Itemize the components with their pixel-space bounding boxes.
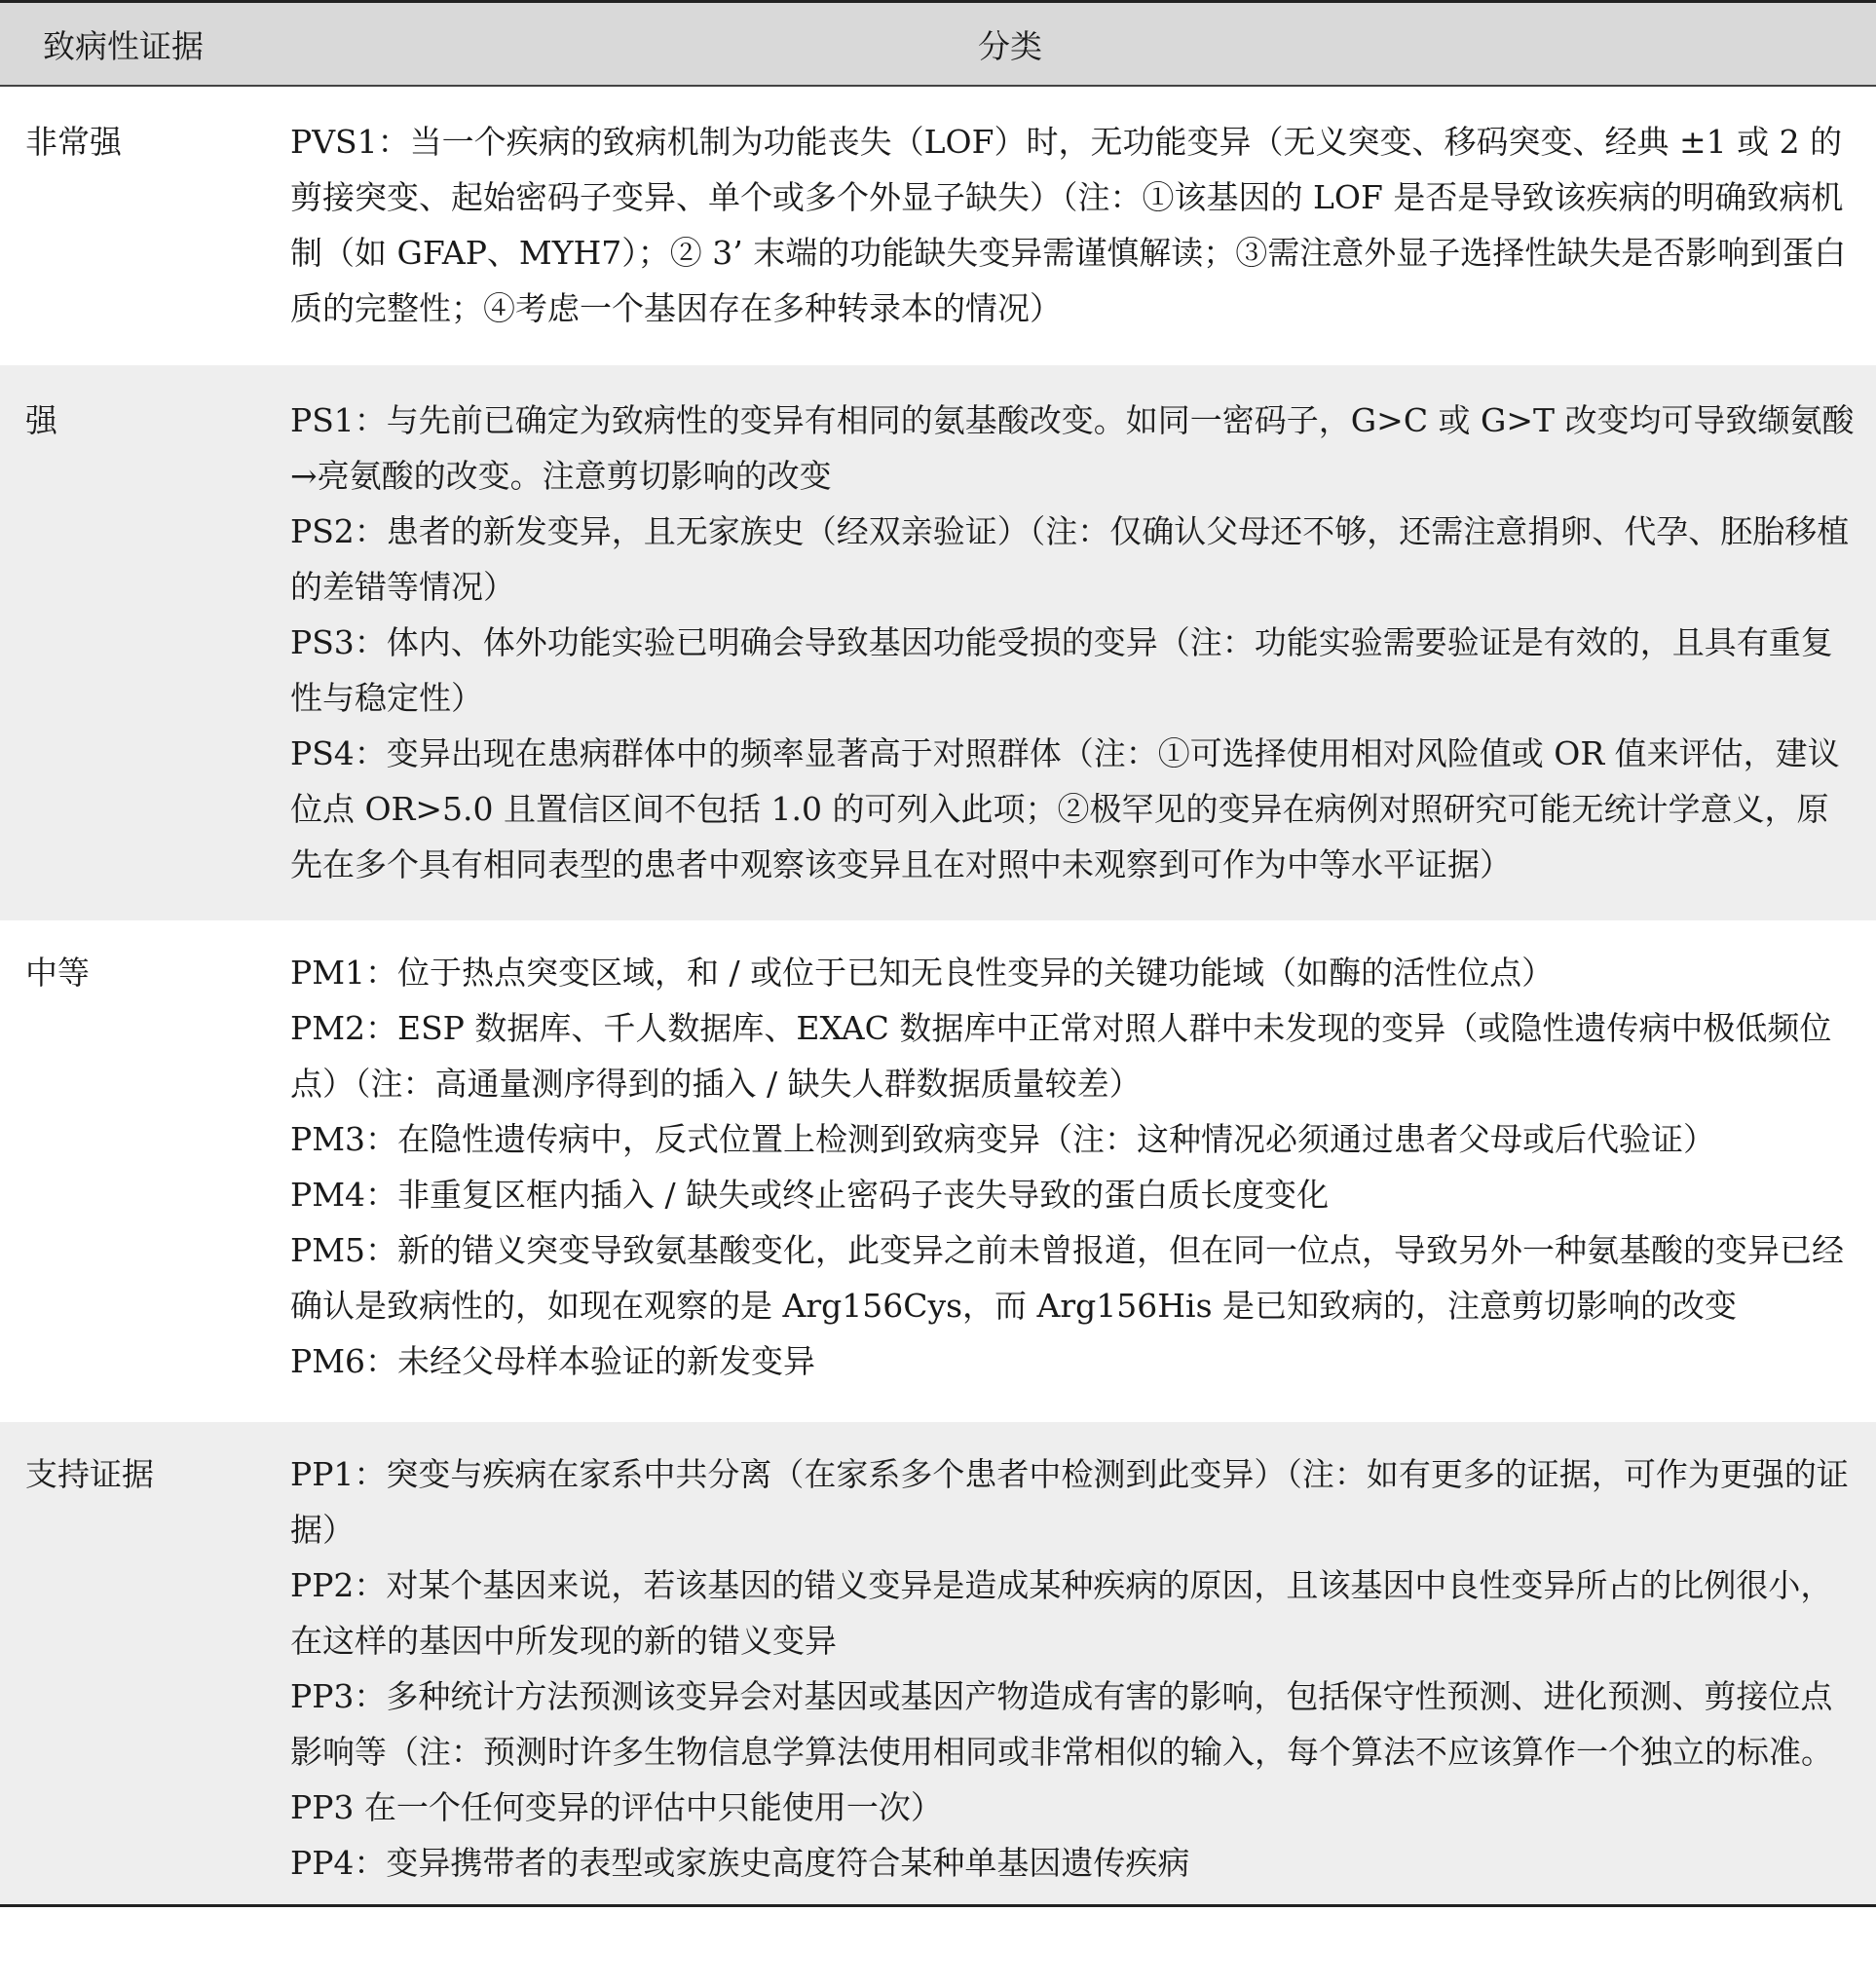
- criterion-pp3: PP3：多种统计方法预测该变异会对基因或基因产物造成有害的影响，包括保守性预测、进化预测、剪接位点影响等（注：预测时许多生物信息学算法使用相同或非常相似的输入，每个算法不应该算作一个独立的标准。PP3 在一个任何变异的评估中只能使用一次）: [290, 1677, 1833, 1826]
- table-body: [0, 86, 1876, 1906]
- level-cell: 支持证据: [0, 1422, 290, 1906]
- criterion-ps2: PS2：患者的新发变异，且无家族史（经双亲验证）（注：仅确认父母还不够，还需注意捐卵、代孕、胚胎移植的差错等情况）: [290, 512, 1850, 606]
- criterion-pm6: PM6：未经父母样本验证的新发变异: [290, 1342, 815, 1380]
- table-row-strong: [0, 365, 1876, 920]
- table-header: [0, 2, 1876, 87]
- criteria-cell: [290, 86, 1876, 365]
- criterion-pvs1: PVS1：当一个疾病的致病机制为功能丧失（LOF）时，无功能变异（无义突变、移码突变、经典 ±1 或 2 的剪接突变、起始密码子变异、单个或多个外显子缺失）（注：①该基因的 LOF 是否是导致该疾病的明确致病机制（如 GFAP、MYH7）；② 3’ 末端的功能缺失变异需谨慎解读；③需注意外显子选择性缺失是否影响到蛋白质的完整性；④考虑一个基因存在多种转录本的情况）: [290, 123, 1847, 327]
- criterion-pm4: PM4：非重复区框内插入 / 缺失或终止密码子丧失导致的蛋白质长度变化: [290, 1176, 1330, 1214]
- header-row: [0, 2, 1876, 87]
- header-evidence-level: 致病性证据: [0, 2, 290, 87]
- criterion-pp1: PP1：突变与疾病在家系中共分离（在家系多个患者中检测到此变异）（注：如有更多的证据，可作为更强的证据）: [290, 1455, 1849, 1549]
- criterion-ps1: PS1：与先前已确定为致病性的变异有相同的氨基酸改变。如同一密码子，G>C 或 G>T 改变均可导致缬氨酸→亮氨酸的改变。注意剪切影响的改变: [290, 401, 1855, 495]
- level-cell: 中等: [25, 954, 90, 992]
- level-cell: 强: [25, 401, 57, 439]
- criteria-cell: [290, 920, 1876, 1422]
- criterion-pm3: PM3：在隐性遗传病中，反式位置上检测到致病变异（注：这种情况必须通过患者父母或后代验证）: [290, 1120, 1715, 1158]
- criterion-pm5: PM5：新的错义突变导致氨基酸变化，此变异之前未曾报道，但在同一位点，导致另外一种氨基酸的变异已经确认是致病性的，如现在观察的是 Arg156Cys，而 Arg156His 是已知致病的，注意剪切影响的改变: [290, 1231, 1844, 1325]
- level-cell: 非常强: [25, 123, 122, 161]
- table-row-moderate: [0, 920, 1876, 1422]
- criterion-pp4: PP4：变异携带者的表型或家族史高度符合某种单基因遗传疾病: [290, 1844, 1190, 1882]
- table-row-supporting: [0, 1422, 1876, 1906]
- criterion-ps3: PS3：体内、体外功能实验已明确会导致基因功能受损的变异（注：功能实验需要验证是有效的，且具有重复性与稳定性）: [290, 623, 1833, 717]
- criterion-pp2: PP2：对某个基因来说，若该基因的错义变异是造成某种疾病的原因，且该基因中良性变异所占的比例很小，在这样的基因中所发现的新的错义变异: [290, 1566, 1833, 1660]
- table-row-very-strong: [0, 86, 1876, 365]
- header-classification: 分类: [290, 2, 1876, 87]
- criterion-ps4: PS4：变异出现在患病群体中的频率显著高于对照群体（注：①可选择使用相对风险值或 OR 值来评估，建议位点 OR>5.0 且置信区间不包括 1.0 的可列入此项；②极罕见的变异在病例对照研究可能无统计学意义，原先在多个具有相同表型的患者中观察该变异且在对照中未观察到可作为中等水平证据）: [290, 734, 1840, 883]
- criteria-cell: [290, 1422, 1876, 1906]
- criterion-pm1: PM1：位于热点突变区域，和 / 或位于已知无良性变异的关键功能域（如酶的活性位点）: [290, 954, 1555, 992]
- criteria-cell: [290, 365, 1876, 920]
- criterion-pm2: PM2：ESP 数据库、千人数据库、EXAC 数据库中正常对照人群中未发现的变异（或隐性遗传病中极低频位点）（注：高通量测序得到的插入 / 缺失人群数据质量较差）: [290, 1009, 1832, 1103]
